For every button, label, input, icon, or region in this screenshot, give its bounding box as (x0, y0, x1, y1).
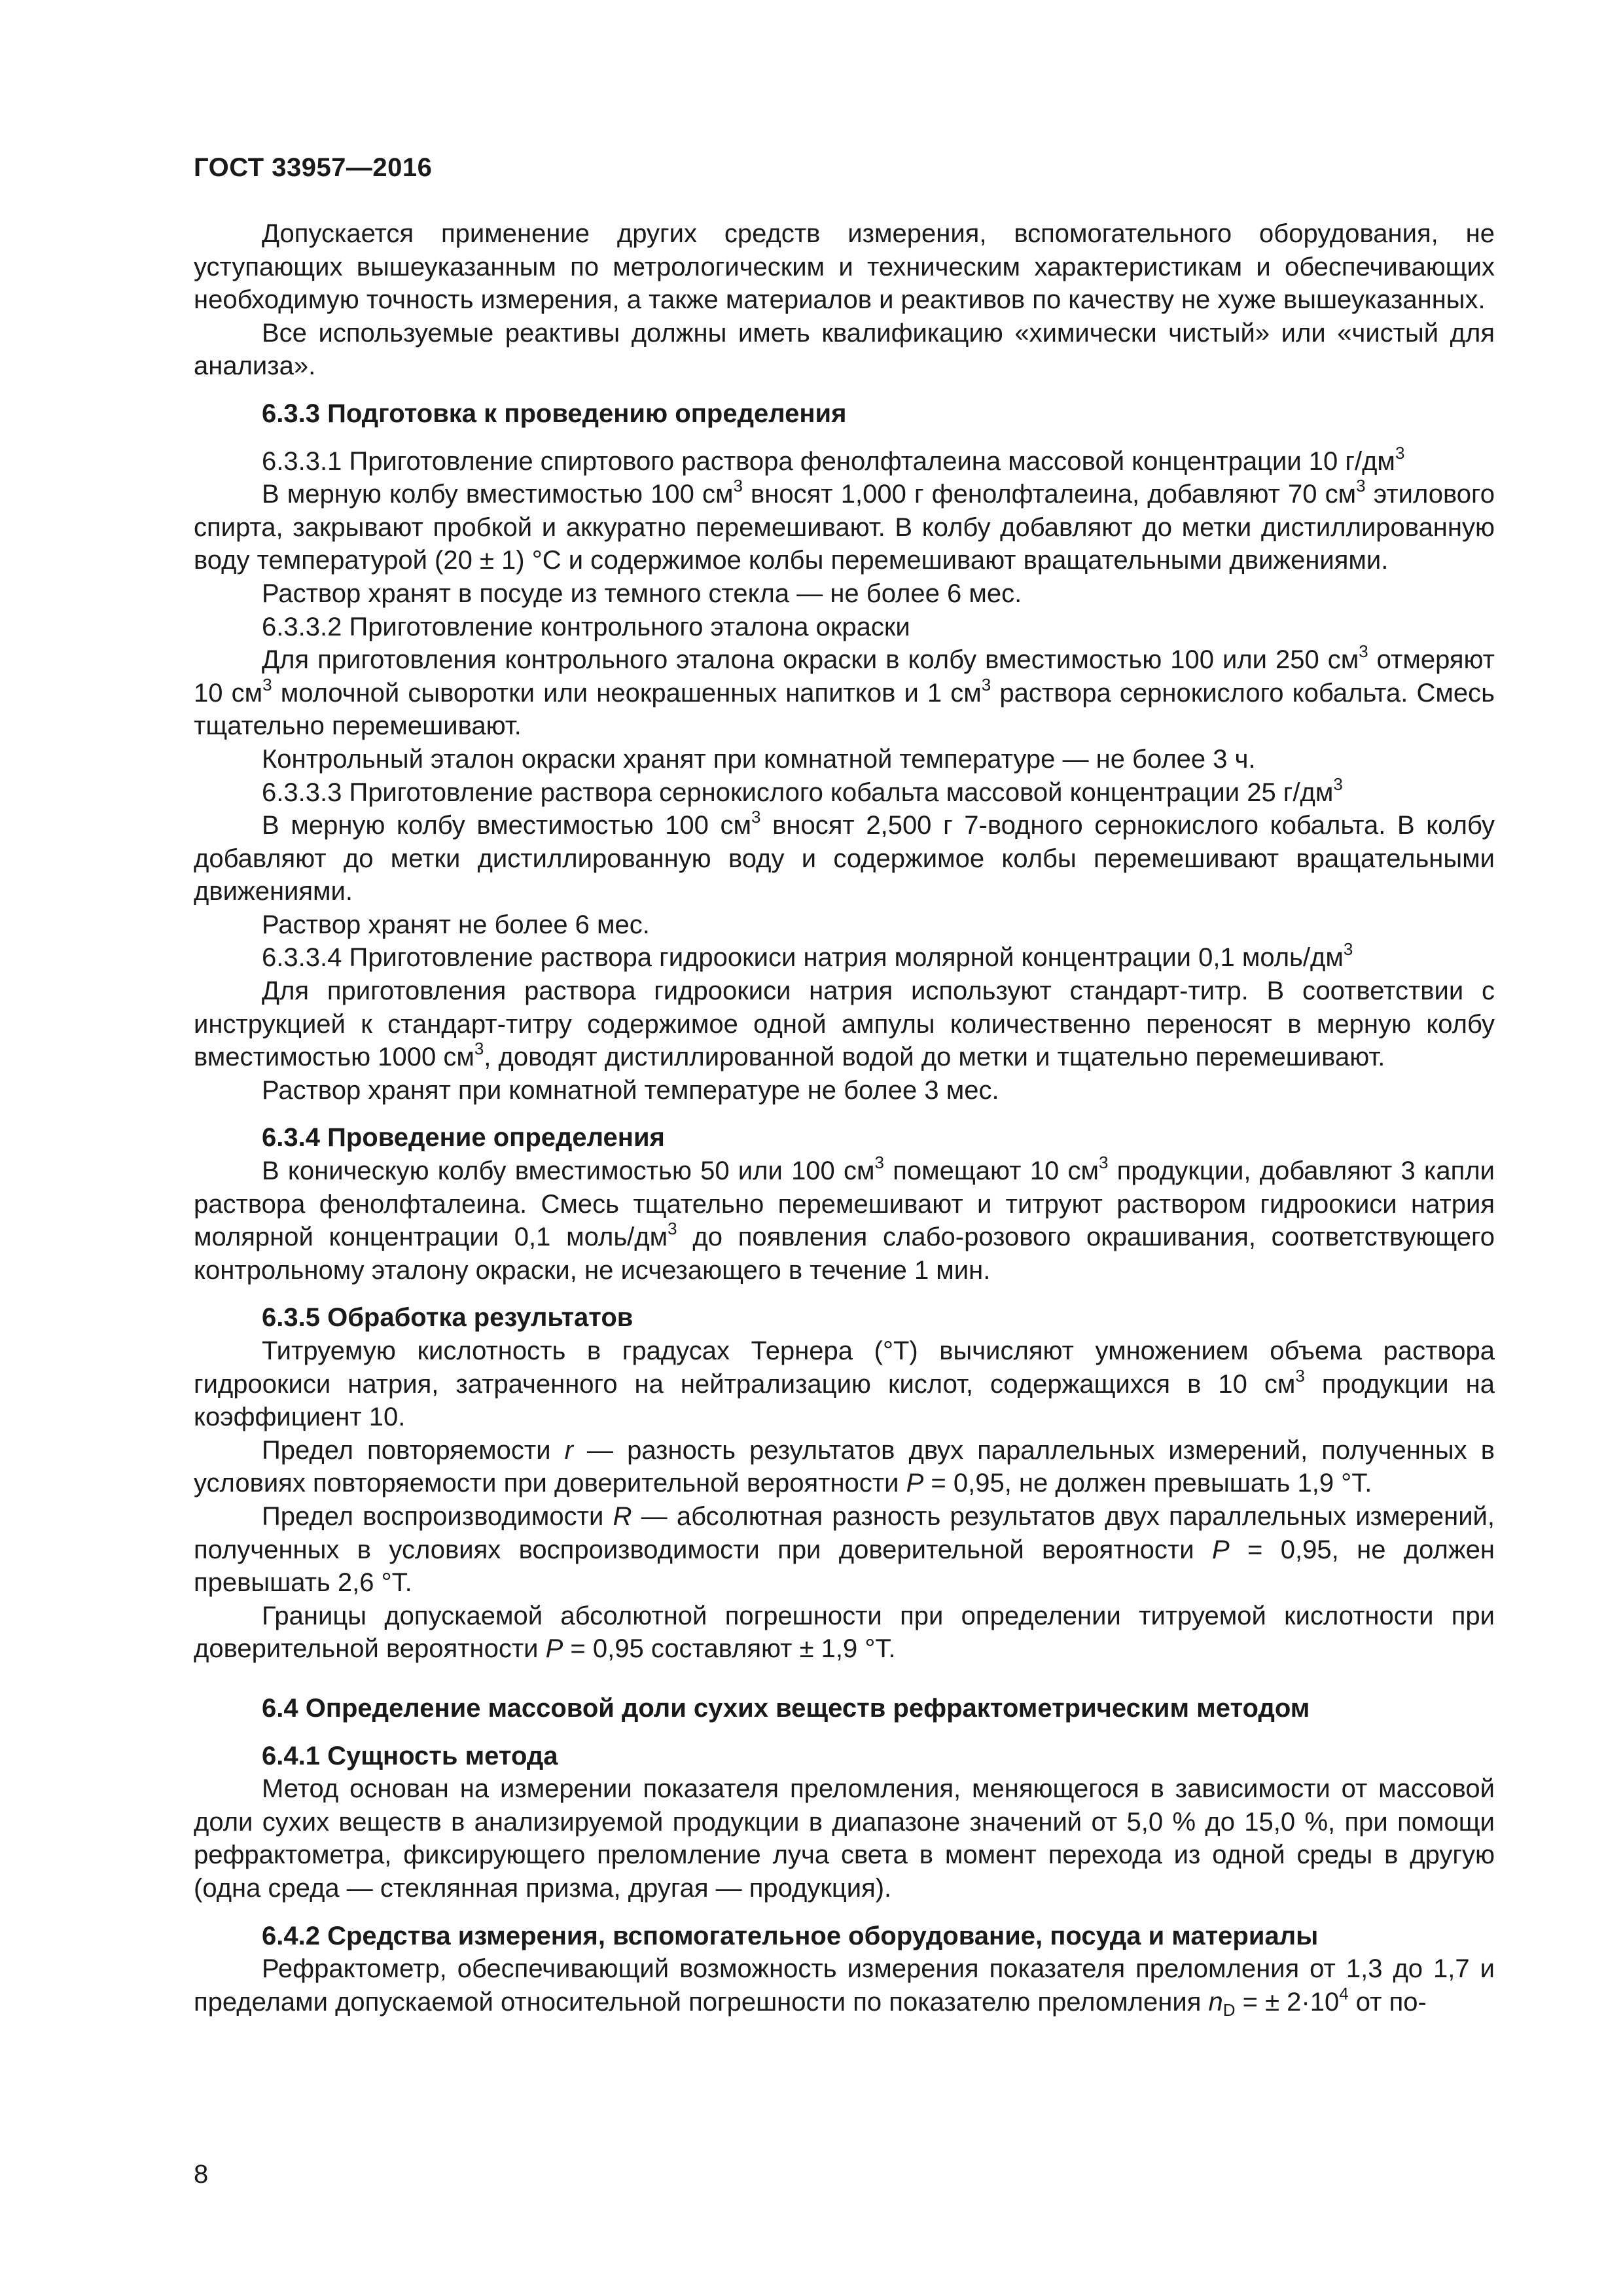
body-paragraph: Рефрактометр, обеспечивающий возможность измерения показателя преломления от 1,3 до 1,7 и пределами допускаемой относительной погрешности по показателю преломления $n_D$ = ± $2\cdot 10^4$ от по- (194, 1954, 1495, 2020)
section-heading: 6.3.3 Подготовка к проведению определения (262, 399, 847, 428)
body-paragraph: В коническую колбу вместимостью 50 или 100 $см^3$ помещают 10 $см^3$ продукции, добавляют 3 капли раствора фенолфталеина. Смесь тщательно перемешивают и титруют раствором гидроокиси натрия молярной концентрации 0,1 моль/$дм^3$ до появления слабо-розового окрашивания, соответствующего контрольному эталону окраски, не исчезающего в течение 1 мин. (194, 1153, 1495, 1285)
body-paragraph: Для приготовления раствора гидроокиси натрия используют стандарт-титр. В соответствии с инструкцией к стандарт-титру содержимое одной ампулы количественно переносят в мерную колбу вместимостью 1000 $см^3$, доводят дистиллированной водой до метки и тщательно перемешивают. (194, 977, 1495, 1072)
section-heading: 6.3.4 Проведение определения (262, 1123, 665, 1153)
document-header: ГОСТ 33957—2016 (194, 153, 433, 182)
body-paragraph: Раствор хранят не более 6 мес. (262, 910, 650, 939)
body-paragraph: В мерную колбу вместимостью 100 $см^3$ вносят 1,000 г фенолфталеина, добавляют 70 $см^3$ этилового спирта, закрывают пробкой и аккуратно перемешивают. В колбу добавляют до метки дистиллированную воду температурой (20 ± 1) °С и содержимое колбы перемешивают вращательными движениями. (194, 476, 1495, 575)
body-paragraph: 6.3.3.1 Приготовление спиртового раствора фенолфталеина массовой концентрации 10 $г/дм^3$ (262, 442, 1405, 476)
document-body (194, 217, 1495, 2018)
body-paragraph: 6.3.3.3 Приготовление раствора сернокислого кобальта массовой концентрации 25 $г/дм^3$ (262, 774, 1343, 807)
body-paragraph: Предел повторяемости r — разность результатов двух параллельных измерений, полученных в условиях повторяемости при доверительной вероятности Р = 0,95, не должен превышать 1,9 °Т. (194, 1435, 1495, 1498)
body-paragraph: Контрольный эталон окраски хранят при комнатной температуре — не более 3 ч. (262, 744, 1256, 774)
section-heading: 6.4.1 Сущность метода (262, 1741, 558, 1770)
body-paragraph: Для приготовления контрольного эталона окраски в колбу вместимостью 100 или 250 $см^3$ отмеряют 10 $см^3$ молочной сыворотки или неокрашенных напитков и 1 $см^3$ раствора сернокислого кобальта. Смесь тщательно перемешивают. (194, 641, 1495, 741)
section-heading: 6.4 Определение массовой доли сухих веществ рефрактометрическим методом (262, 1693, 1310, 1723)
page-number: 8 (194, 2160, 209, 2189)
body-paragraph: Допускается применение других средств измерения, вспомогательного оборудования, не уступающих вышеуказанным по метрологическим и техническим характеристикам и обеспечивающих необходимую точность измерения, а также материалов и реактивов по качеству не хуже вышеуказанных. (194, 219, 1495, 315)
body-paragraph: Титруемую кислотность в градусах Тернера (°Т) вычисляют умножением объема раствора гидроокиси натрия, затраченного на нейтрализацию кислот, содержащихся в 10 $см^3$ продукции на коэффициент 10. (194, 1336, 1495, 1432)
body-paragraph: Предел воспроизводимости R — абсолютная разность результатов двух параллельных измерений, полученных в условиях воспроизводимости при доверительной вероятности Р = 0,95, не должен превышать 2,6 °Т. (194, 1501, 1495, 1598)
body-paragraph: Раствор хранят в посуде из темного стекла — не более 6 мес. (262, 579, 1022, 608)
body-paragraph: 6.3.3.2 Приготовление контрольного эталона окраски (262, 612, 910, 641)
body-paragraph: Раствор хранят при комнатной температуре не более 3 мес. (262, 1075, 999, 1105)
body-paragraph: В мерную колбу вместимостью 100 $см^3$ вносят 2,500 г 7-водного сернокислого кобальта. В колбу добавляют до метки дистиллированную воду и содержимое колбы перемешивают вращательными движениями. (194, 807, 1495, 906)
body-paragraph: Границы допускаемой абсолютной погрешности при определении титруемой кислотности при доверительной вероятности Р = 0,95 составляют ± 1,9 °Т. (194, 1601, 1495, 1664)
section-heading: 6.3.5 Обработка результатов (262, 1303, 633, 1333)
body-paragraph: 6.3.3.4 Приготовление раствора гидроокиси натрия молярной концентрации 0,1 моль/$дм^3$ (262, 939, 1353, 973)
body-paragraph: Все используемые реактивы должны иметь квалификацию «химически чистый» или «чистый для анализа». (194, 318, 1495, 381)
section-heading: 6.4.2 Средства измерения, вспомогательное оборудование, посуда и материалы (262, 1921, 1319, 1950)
body-paragraph: Метод основан на измерении показателя преломления, меняющегося в зависимости от массовой доли сухих веществ в анализируемой продукции в диапазоне значений от 5,0 % до 15,0 %, при помощи рефрактометра, фиксирующего преломление луча света в момент перехода из одной среды в другую (одна среда — стеклянная призма, другая — продукция). (194, 1774, 1495, 1903)
